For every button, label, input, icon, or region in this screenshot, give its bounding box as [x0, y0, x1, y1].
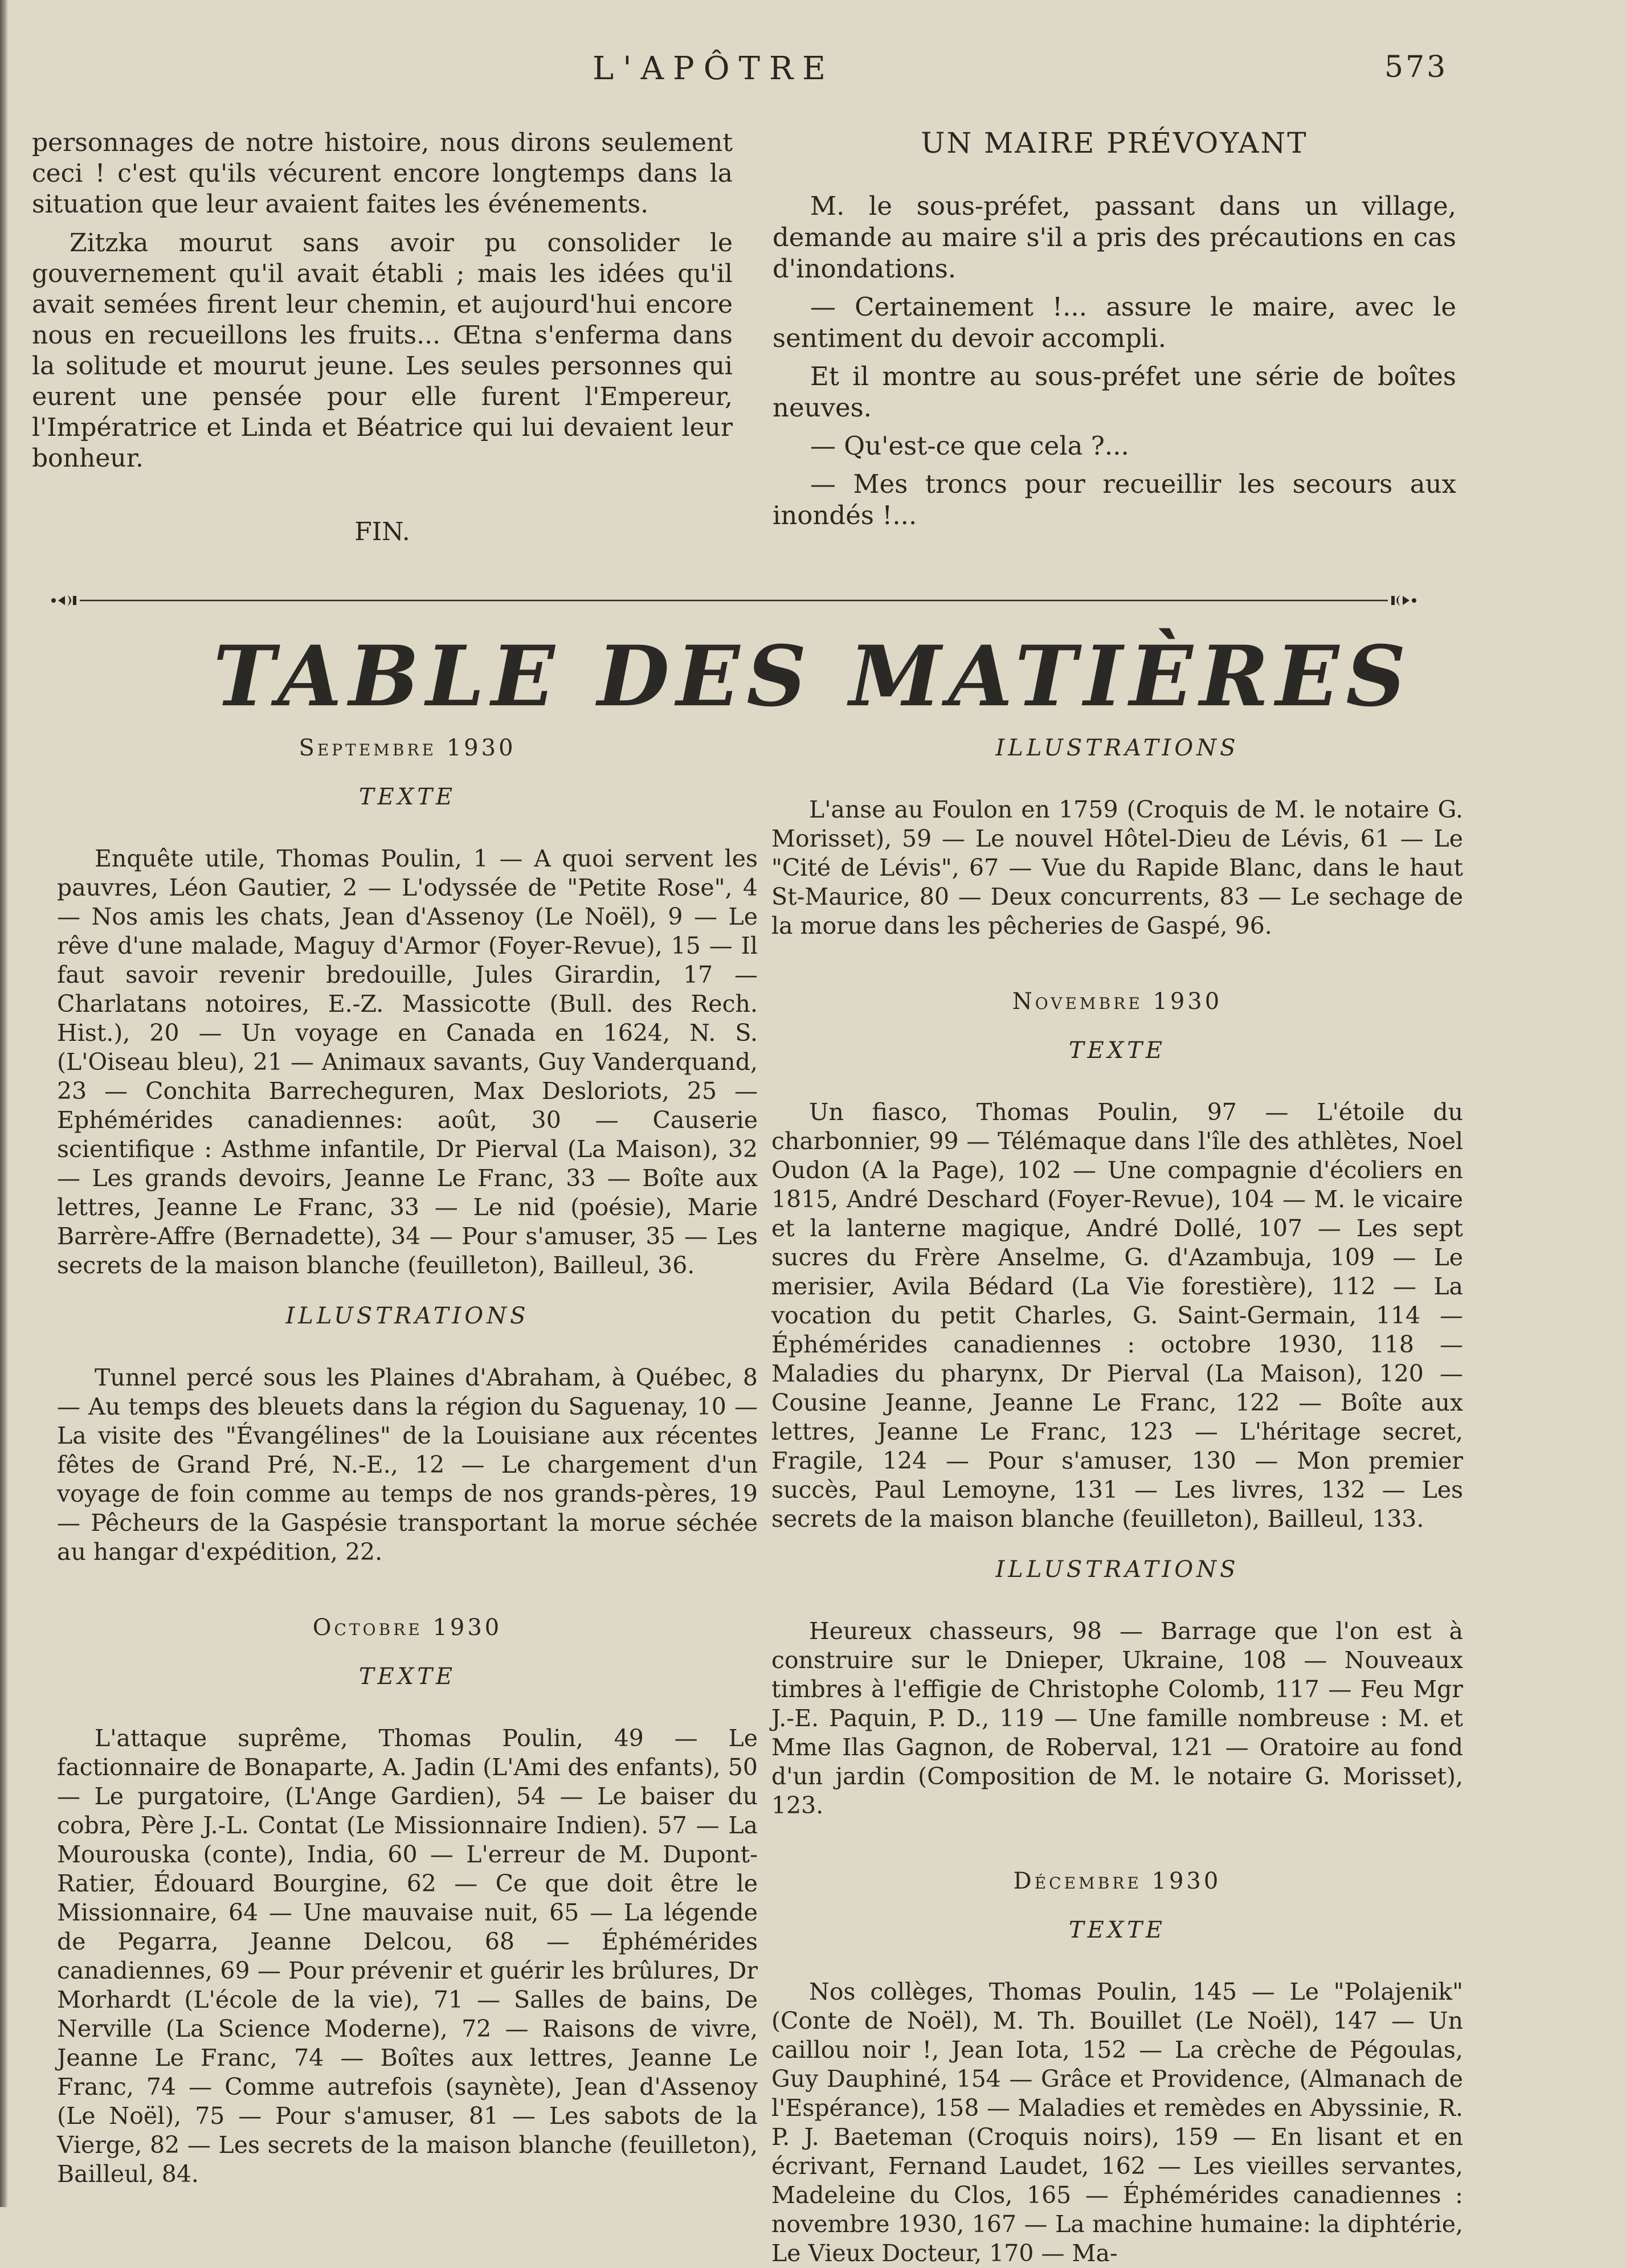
toc-entry-list: Enquête utile, Thomas Poulin, 1 — A quoi servent les pauvres, Léon Gautier, 2 — L'odyssée de "Petite Rose", 4 — Nos amis les chats, Jean d'Assenoy (Le Noël), 9 — Le rêve d'une malade, Maguy d'Armor (Foyer-Revue), 15 — Il faut savoir revenir bredouille, Jules Girardin, 17 — Charlatans notoires, E.-Z. Massicotte (Bull. des Rech. Hist.), 20 — Un voyage en Canada en 1624, N. S. (L'Oiseau bleu), 21 — Animaux savants, Guy Vanderquand, 23 — Conchita Barrecheguren, Max Desloriots, 25 — Ephémérides canadiennes: août, 30 — Causerie scientifique : Asthme infantile, Dr Pierval (La Maison), 32 — Les grands devoirs, Jeanne Le Franc, 33 — Boîte aux lettres, Jeanne Le Franc, 33 — Le nid (poésie), Marie Barrère-Affre (Bernadette), 34 — Pour s'amuser, 35 — Les secrets de la maison blanche (feuilleton), Bailleul, 36.	[57, 845, 758, 1279]
anecdote-paragraph: — Qu'est-ce que cela ?...	[810, 431, 1129, 461]
month-heading: Novembre 1930	[1012, 988, 1223, 1015]
section-heading: ILLUSTRATIONS	[995, 735, 1239, 761]
section-heading: TEXTE	[1068, 1037, 1166, 1064]
ornamental-divider	[50, 592, 1417, 608]
toc-column-right	[771, 735, 1463, 2268]
anecdote-paragraph: Et il montre au sous-préfet une série de boîtes neuves.	[773, 361, 1456, 423]
divider-ornament-right	[1391, 595, 1416, 606]
story-paragraph: personnages de notre histoire, nous dirons seulement ceci ! c'est qu'ils vécurent encore longtemps dans la situation que leur avaient faites les événements.	[32, 128, 733, 219]
anecdote-body	[773, 190, 1456, 538]
anecdote-paragraph: — Mes troncs pour recueillir les secours aux inondés !...	[773, 469, 1456, 530]
binding-edge	[0, 0, 8, 2207]
story-end: FIN.	[354, 517, 410, 546]
toc-column-left	[57, 735, 758, 2189]
section-heading: ILLUSTRATIONS	[995, 1556, 1239, 1583]
magazine-title: L'APÔTRE	[593, 50, 835, 87]
month-heading: Décembre 1930	[1013, 1868, 1221, 1894]
toc-entry-list: Nos collèges, Thomas Poulin, 145 — Le "Polajenik" (Conte de Noël), M. Th. Bouillet (Le Noël), 147 — Un caillou noir !, Jean Iota, 152 — La crèche de Pégoulas, Guy Dauphiné, 154 — Grâce et Providence, (Almanach de l'Espérance), 158 — Maladies et remèdes en Abyssinie, R. P. J. Baeteman (Croquis noirs), 159 — En lisant et en écrivant, Fernand Laudet, 162 — Les vieilles servantes, Madeleine du Clos, 165 — Éphémérides canadiennes : novembre 1930, 167 — La machine humaine: la diphtérie, Le Vieux Docteur, 170 — Ma-	[771, 1978, 1463, 2267]
section-heading: TEXTE	[358, 1664, 456, 1690]
section-heading: TEXTE	[358, 784, 456, 810]
toc-title: TABLE DES MATIÈRES	[213, 628, 1413, 725]
story-paragraph: Zitzka mourut sans avoir pu consolider le gouvernement qu'il avait établi ; mais les idées qu'il avait semées firent leur chemin, et aujourd'hui encore nous en recueillons les fruits... Œtna s'enferma dans la solitude et mourut jeune. Les seules personnes qui eurent une pensée pour elle furent l'Empereur, l'Impératrice et Linda et Béatrice qui lui devaient leur bonheur.	[32, 228, 733, 473]
divider-ornament-left	[51, 595, 76, 606]
toc-entry-list: Un fiasco, Thomas Poulin, 97 — L'étoile du charbonnier, 99 — Télémaque dans l'île des athlètes, Noel Oudon (A la Page), 102 — Une compagnie d'écoliers en 1815, André Deschard (Foyer-Revue), 104 — M. le vicaire et la lanterne magique, André Dollé, 107 — Les sept sucres du Frère Anselme, G. d'Azambuja, 109 — Le merisier, Avila Bédard (La Vie forestière), 112 — La vocation du petit Charles, G. Saint-Germain, 114 — Éphémérides canadiennes : octobre 1930, 118 — Maladies du pharynx, Dr Pierval (La Maison), 120 — Cousine Jeanne, Jeanne Le Franc, 122 — Boîte aux lettres, Jeanne Le Franc, 123 — L'héritage secret, Fragile, 124 — Pour s'amuser, 130 — Mon premier succès, Paul Lemoyne, 131 — Les livres, 132 — Les secrets de la maison blanche (feuilleton), Bailleul, 133.	[771, 1098, 1463, 1533]
toc-entry-list: Heureux chasseurs, 98 — Barrage que l'on est à construire sur le Dnieper, Ukraine, 108 — Nouveaux timbres à l'effigie de Christophe Colomb, 117 — Feu Mgr J.-E. Paquin, P. D., 119 — Une famille nombreuse : M. et Mme Ilas Gagnon, de Roberval, 121 — Oratoire au fond d'un jardin (Composition de M. le notaire G. Morisset), 123.	[771, 1617, 1463, 1819]
anecdote-title: UN MAIRE PRÉVOYANT	[921, 126, 1308, 160]
page-number: 573	[1384, 50, 1448, 84]
month-heading: Octobre 1930	[312, 1615, 502, 1641]
toc-entry-list: L'attaque suprême, Thomas Poulin, 49 — Le factionnaire de Bonaparte, A. Jadin (L'Ami des enfants), 50 — Le purgatoire, (L'Ange Gardien), 54 — Le baiser du cobra, Père J.-L. Contat (Le Missionnaire Indien). 57 — La Mourouska (conte), India, 60 — L'erreur de M. Dupont-Ratier, Édouard Bourgine, 62 — Ce que doit être le Missionnaire, 64 — Une mauvaise nuit, 65 — La légende de Pegarra, Jeanne Delcou, 68 — Éphémérides canadiennes, 69 — Pour prévenir et guérir les brûlures, Dr Morhardt (L'école de la vie), 71 — Salles de bains, De Nerville (La Science Moderne), 72 — Raisons de vivre, Jeanne Le Franc, 74 — Boîtes aux lettres, Jeanne Le Franc, 74 — Comme autrefois (saynète), Jean d'Assenoy (Le Noël), 75 — Pour s'amuser, 81 — Les sabots de la Vierge, 82 — Les secrets de la maison blanche (feuilleton), Bailleul, 84.	[57, 1725, 758, 2188]
running-header	[0, 50, 1626, 96]
story-ending	[32, 128, 733, 474]
month-heading: Septembre 1930	[299, 735, 516, 761]
toc-entry-list: Tunnel percé sous les Plaines d'Abraham, à Québec, 8 — Au temps des bleuets dans la région du Saguenay, 10 — La visite des "Évangélines" de la Louisiane aux récentes fêtes de Grand Pré, N.-E., 12 — Le chargement d'un voyage de foin comme au temps de nos grands-pères, 19 — Pêcheurs de la Gaspésie transportant la morue séchée au hangar d'expédition, 22.	[57, 1364, 758, 1566]
section-heading: TEXTE	[1068, 1917, 1166, 1943]
toc-entry-list: L'anse au Foulon en 1759 (Croquis de M. le notaire G. Morisset), 59 — Le nouvel Hôtel-Dieu de Lévis, 61 — Le "Cité de Lévis", 67 — Vue du Rapide Blanc, dans le haut St-Maurice, 80 — Deux concurrents, 83 — Le sechage de la morue dans les pêcheries de Gaspé, 96.	[771, 796, 1463, 939]
section-heading: ILLUSTRATIONS	[285, 1303, 529, 1329]
anecdote-paragraph: — Certainement !... assure le maire, avec le sentiment du devoir accompli.	[773, 292, 1456, 353]
anecdote-paragraph: M. le sous-préfet, passant dans un village, demande au maire s'il a pris des précautions en cas d'inondations.	[773, 191, 1456, 284]
